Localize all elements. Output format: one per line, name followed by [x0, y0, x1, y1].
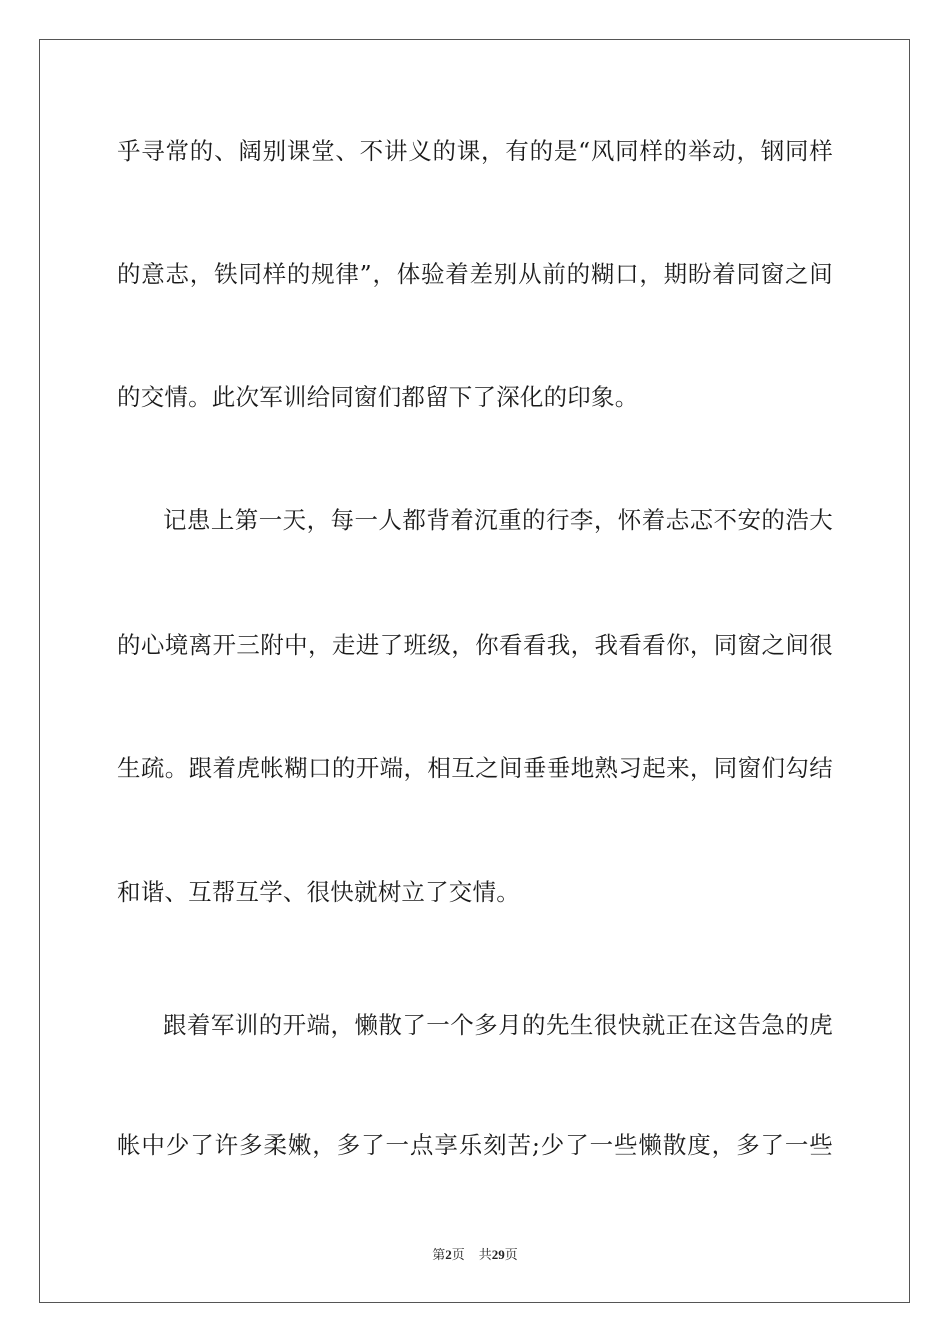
total-suffix: 页 [504, 1247, 518, 1262]
page-suffix: 页 [451, 1247, 465, 1262]
page-prefix: 第 [432, 1247, 446, 1262]
body-text-line: 乎寻常的、阔别课堂、不讲义的课，有的是“风同样的举动，钢同样 [117, 137, 833, 165]
paragraph-first-line: 记患上第一天，每一人都背着沉重的行李，怀着忐忑不安的浩大 [163, 506, 833, 534]
total-pages: 29 [491, 1247, 505, 1262]
body-text-line: 帐中少了许多柔嫩，多了一点享乐刻苦;少了一些懒散度，多了一些 [117, 1131, 833, 1159]
body-text-line: 的意志，铁同样的规律”，体验着差别从前的糊口，期盼着同窗之间 [117, 260, 833, 288]
body-text-line: 的心境离开三附中，走进了班级，你看看我，我看看你，同窗之间很 [117, 631, 833, 659]
body-text-line: 生疏。跟着虎帐糊口的开端，相互之间垂垂地熟习起来，同窗们勾结 [117, 754, 833, 782]
page-border [39, 39, 910, 1303]
page-footer [0, 1246, 950, 1264]
paragraph-first-line: 跟着军训的开端，懒散了一个多月的先生很快就正在这告急的虎 [163, 1011, 833, 1039]
body-text-line: 的交情。此次军训给同窗们都留下了深化的印象。 [117, 383, 639, 411]
body-text-line: 和谐、互帮互学、很快就树立了交情。 [117, 878, 520, 906]
page-number: 2 [445, 1247, 452, 1262]
total-prefix: 共 [478, 1247, 492, 1262]
